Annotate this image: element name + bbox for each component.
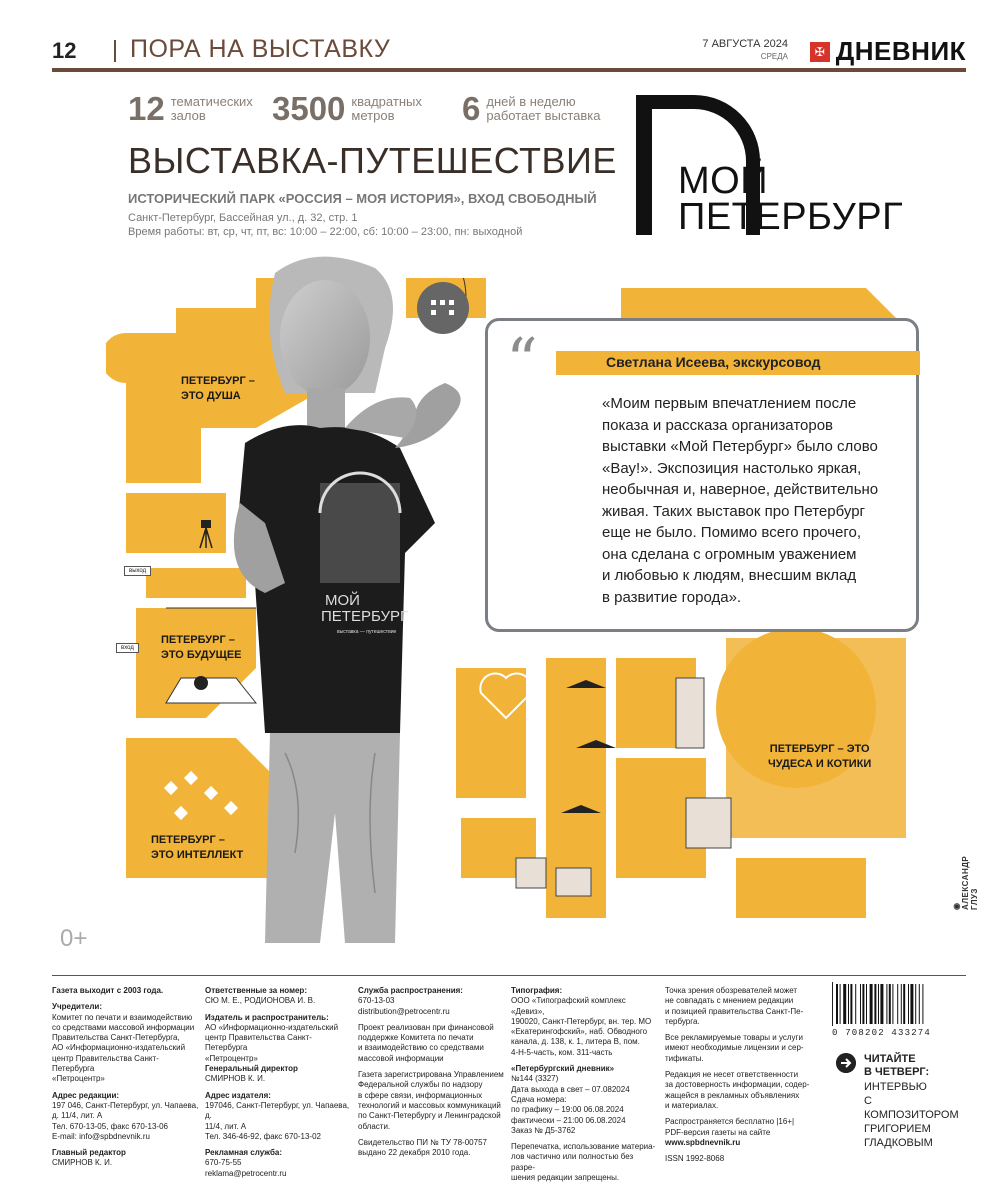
stat-value: 3500 bbox=[272, 90, 346, 127]
camera-icon: ◉ bbox=[952, 902, 961, 910]
imprint-col-2: Ответственные за номер: СЮ М. Е., РОДИОНОВА И. В. Издатель и распространитель: АО «Информационно-издательский центр Правительства Санкт-Петербурга «Петроцентр» Генеральный директор СМИРНОВ К. И. Адрес издателя: 197046, Санкт-Петербург, ул. Чапаева, д. 11/4, лит. А Тел. 346-46-92, факс 670-13-02 Рекламная служба: 670-75-55 reklama@petrocentr.ru bbox=[205, 986, 353, 1179]
page-header bbox=[52, 32, 966, 70]
website-link[interactable]: www.spbdnevnik.ru bbox=[665, 1137, 741, 1147]
poster-label-future: ПЕТЕРБУРГ – ЭТО БУДУЩЕЕ bbox=[161, 634, 242, 661]
poster-label-miracles: ПЕТЕРБУРГ – ЭТО ЧУДЕСА И КОТИКИ bbox=[768, 743, 872, 770]
exhibition-hours: Время работы: вт, ср, чт, пт, вс: 10:00 – 22:00, сб: 10:00 – 23:00, пн: выходной bbox=[128, 226, 523, 238]
issue-date-text: 7 АВГУСТА 2024 bbox=[702, 38, 788, 50]
shirt-print-text-2: ПЕТЕРБУРГ bbox=[321, 608, 409, 625]
imprint-col-3: Служба распространения: 670-13-03 distribution@petrocentr.ru Проект реализован при финансовой поддержке Комитета по печати и взаимодействию со средствами массовой информации Газета зарегистрирована Управлением Федеральной службы по надзору в сфере связи, информационных технологий и массовых коммуникаций по Санкт-Петербургу и Ленинградской области. Свидетельство ПИ № ТУ 78-00757 выдано 22 декабря 2010 года. bbox=[358, 986, 506, 1158]
logo-emblem-icon: ✠ bbox=[810, 42, 830, 62]
entry-sign: вход bbox=[116, 643, 139, 653]
newspaper-logo[interactable] bbox=[810, 36, 966, 67]
exhibition-brand-logo bbox=[634, 95, 904, 240]
issue-weekday: СРЕДА bbox=[760, 52, 788, 61]
stat-label: тематических залов bbox=[170, 94, 253, 123]
poster-label-soul: ПЕТЕРБУРГ – ЭТО ДУША bbox=[181, 375, 255, 402]
quote-text: «Моим первым впечатлением после показа и рассказа организаторов выставки «Мой Петербург» было слово «Вау!». Экспозиция настолько яркая, необычная и, наверное, действительно живая. Таких выставок про Петербург еще не было. Помимо всего прочего, она сделана с огромным уважением и любовью к людям, внесшим вклад в развитие города». bbox=[602, 395, 879, 606]
logo-wordmark: ДНЕВНИК bbox=[835, 36, 966, 66]
quote-author: Светлана Исеева, экскурсовод bbox=[606, 354, 821, 370]
poster-label-intellect: ПЕТЕРБУРГ – ЭТО ИНТЕЛЛЕКТ bbox=[151, 834, 244, 861]
ads-email-link[interactable]: reklama@petrocentr.ru bbox=[205, 1168, 287, 1178]
article-subtitle: ИСТОРИЧЕСКИЙ ПАРК «РОССИЯ – МОЯ ИСТОРИЯ», ВХОД СВОБОДНЫЙ bbox=[128, 191, 597, 206]
stat-label: квадратных метров bbox=[351, 94, 422, 123]
stat-halls bbox=[128, 92, 253, 126]
brand-word-2: ПЕТЕРБУРГ bbox=[678, 196, 904, 238]
brand-word-1: МОЙ bbox=[678, 160, 769, 202]
quote-box bbox=[485, 318, 919, 632]
stat-label: дней в неделю работает выставка bbox=[486, 94, 601, 123]
header-separator bbox=[114, 40, 116, 62]
distribution-email-link[interactable]: distribution@petrocentr.ru bbox=[358, 1006, 450, 1016]
shirt-print-text-3: выставка — путешествие bbox=[337, 629, 397, 635]
imprint-col-4: Типография: ООО «Типографский комплекс «Девиз», 190020, Санкт-Петербург, вн. тер. МО «Екатерингофский», наб. Обводного канала, д. 138, к. 1, литера В, пом. 4-Н-5-часть, ком. 311-часть «Петербургский дневник» №144 (3327) Дата выхода в свет – 07.082024 Сдача номера: по графику – 19:00 06.08.2024 фактически – 21:00 06.08.2024 Заказ № Д5-3762 Перепечатка, использование материа- лов частично или полностью без разре- шения редакции запрещены. bbox=[511, 986, 656, 1183]
age-rating: 0+ bbox=[60, 925, 88, 952]
guide-photo bbox=[225, 253, 495, 943]
stats-row bbox=[128, 92, 608, 128]
arrow-right-icon bbox=[836, 1053, 856, 1073]
stat-area bbox=[272, 92, 422, 126]
footer-rule bbox=[52, 975, 966, 976]
teaser-body: ИНТЕРВЬЮ С КОМПОЗИТОРОМ ГРИГОРИЕМ ГЛАДКОВЫМ bbox=[864, 1081, 959, 1149]
imprint-col-5: Точка зрения обозревателей может не совпадать с мнением редакции и позицией правительства Санкт-Пе- тербурга. Все рекламируемые товары и услуги имеют необходимые лицензии и сер- тификаты. Редакция не несет ответственности за достоверность информации, содер- жащейся в рекламных объявлениях и материалах. Распространяется бесплатно |16+| PDF-версия газеты на сайте www.spbdnevnik.ru ISSN 1992-8068 bbox=[665, 986, 815, 1164]
shirt-print-text-1: МОЙ bbox=[325, 592, 360, 609]
stat-value: 12 bbox=[128, 90, 165, 127]
stat-value: 6 bbox=[462, 90, 481, 127]
quote-mark-icon: “ bbox=[506, 324, 538, 397]
issue-date bbox=[702, 38, 788, 61]
photo-credit: ◉ АЛЕКСАНДР ГЛУЗ bbox=[952, 855, 979, 910]
exit-sign: выход bbox=[124, 566, 151, 576]
teaser-heading: ЧИТАЙТЕ В ЧЕТВЕРГ: bbox=[864, 1053, 930, 1078]
page-number: 12 bbox=[52, 38, 77, 63]
header-rule bbox=[52, 68, 966, 72]
barcode bbox=[832, 982, 966, 1026]
barcode-number: 0 708202 433274 bbox=[832, 1028, 932, 1038]
exhibition-address: Санкт-Петербург, Бассейная ул., д. 32, стр. 1 bbox=[128, 212, 358, 224]
imprint-col-1: Газета выходит с 2003 года. Учредители: Комитет по печати и взаимодействию со средствами массовой информации Правительства Санкт-Петербурга, АО «Информационно-издательский центр Правительства Санкт-Петербурга «Петроцентр» Адрес редакции: 197 046, Санкт-Петербург, ул. Чапаева, д. 11/4, лит. А Тел. 670-13-05, факс 670-13-06 E-mail: info@spbdnevnik.ru Главный редактор СМИРНОВ К. И. bbox=[52, 986, 199, 1168]
rubric-title: ПОРА НА ВЫСТАВКУ bbox=[130, 35, 391, 63]
stat-days bbox=[462, 92, 601, 126]
article-title: ВЫСТАВКА-ПУТЕШЕСТВИЕ bbox=[128, 140, 617, 181]
editorial-email-link[interactable]: E-mail: info@spbdnevnik.ru bbox=[52, 1131, 150, 1141]
